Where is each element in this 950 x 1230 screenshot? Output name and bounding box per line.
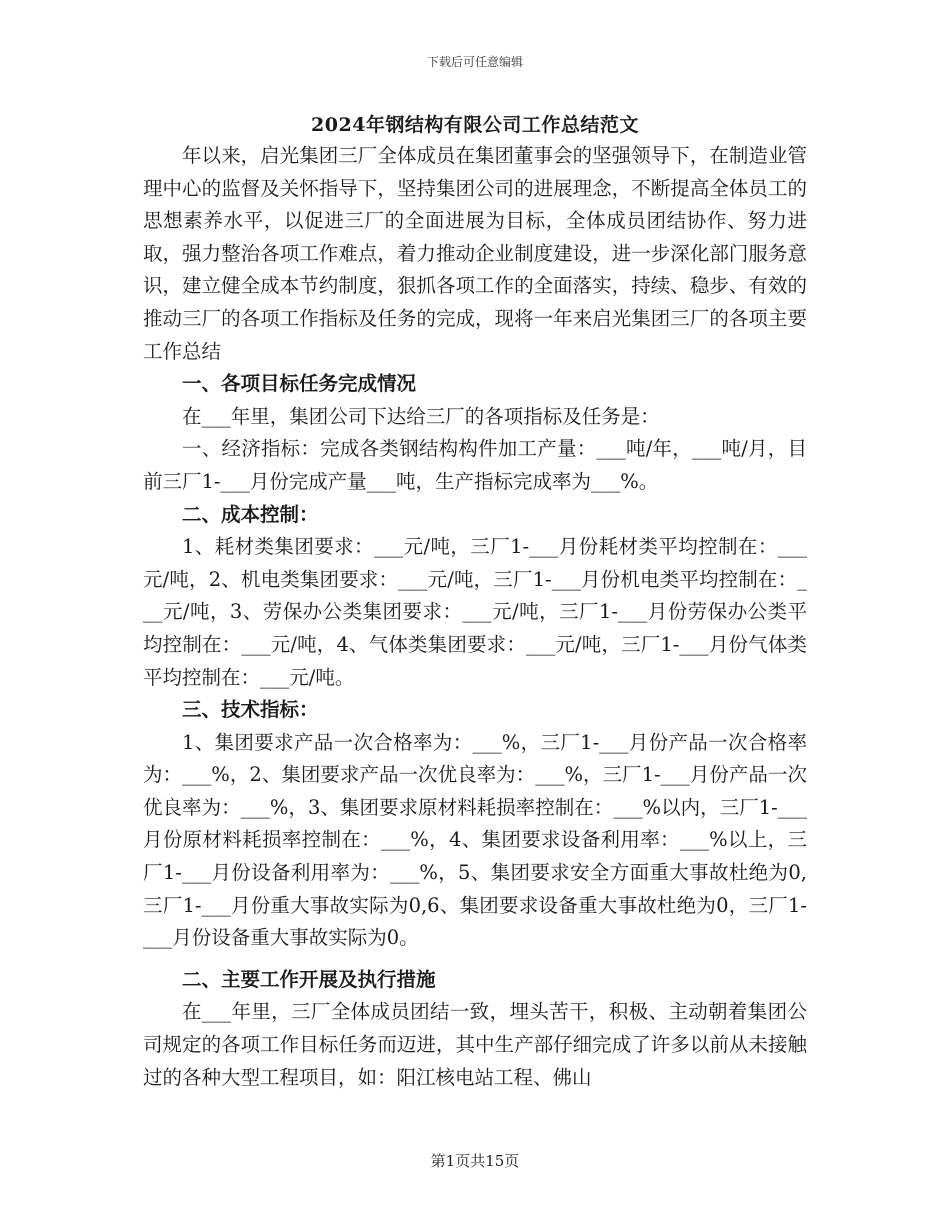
- body-paragraph: 一、经济指标：完成各类钢结构构件加工产量：___吨/年，___吨/月，目前三厂1-___月份完成产量___吨，生产指标完成率为___%。: [143, 437, 807, 493]
- document-title: 2024年钢结构有限公司工作总结范文: [311, 114, 639, 136]
- document-body: [143, 112, 807, 1094]
- document-blocks: [143, 140, 807, 1094]
- section-heading: 一、各项目标任务完成情况: [182, 372, 417, 396]
- body-paragraph: 1、集团要求产品一次合格率为：___%，三厂1-___月份产品一次合格率为：___%，2、集团要求产品一次优良率为：___%，三厂1-___月份产品一次优良率为：___%，3、集团要求原材料耗损率控制在：___%以内，三厂1-___月份原材料耗损率控制在：___%，4、集团要求设备利用率：___%以上，三厂1-___月份设备利用率为：___%，5、集团要求安全方面重大事故杜绝为0,三厂1-___月份重大事故实际为0,6、集团要求设备重大事故杜绝为0，三厂1-___月份设备重大事故实际为0。: [143, 730, 807, 950]
- body-paragraph: 在___年里，集团公司下达给三厂的各项指标及任务是：: [182, 404, 660, 428]
- body-paragraph: 在___年里，三厂全体成员团结一致，埋头苦干，积极、主动朝着集团公司规定的各项工作目标任务而迈进，其中生产部仔细完成了许多以前从未接触过的各种大型工程项目，如：阳江核电站工程、佛山: [143, 1000, 807, 1089]
- section-heading: 三、技术指标：: [182, 698, 319, 722]
- body-paragraph: 1、耗材类集团要求：___元/吨，三厂1-___月份耗材类平均控制在：___元/吨，2、机电类集团要求：___元/吨，三厂1-___月份机电类平均控制在：___元/吨，3、劳保办公类集团要求：___元/吨，三厂1-___月份劳保办公类平均控制在：___元/吨，4、气体类集团要求：___元/吨，三厂1-___月份气体类平均控制在：___元/吨。: [143, 535, 807, 689]
- section-heading: 二、主要工作开展及执行措施: [182, 967, 436, 991]
- page-number-footer: 第1页共15页: [430, 1152, 520, 1170]
- section-heading: 二、成本控制：: [182, 502, 319, 526]
- page-header-note: 下载后可任意编辑: [426, 55, 523, 69]
- body-paragraph: 年以来，启光集团三厂全体成员在集团董事会的坚强领导下，在制造业管理中心的监督及关怀指导下，坚持集团公司的进展理念，不断提高全体员工的思想素养水平，以促进三厂的全面进展为目标，全体成员团结协作、努力进取，强力整治各项工作难点，着力推动企业制度建设，进一步深化部门服务意识，建立健全成本节约制度，狠抓各项工作的全面落实，持续、稳步、有效的推动三厂的各项工作指标及任务的完成，现将一年来启光集团三厂的各项主要工作总结: [143, 144, 807, 363]
